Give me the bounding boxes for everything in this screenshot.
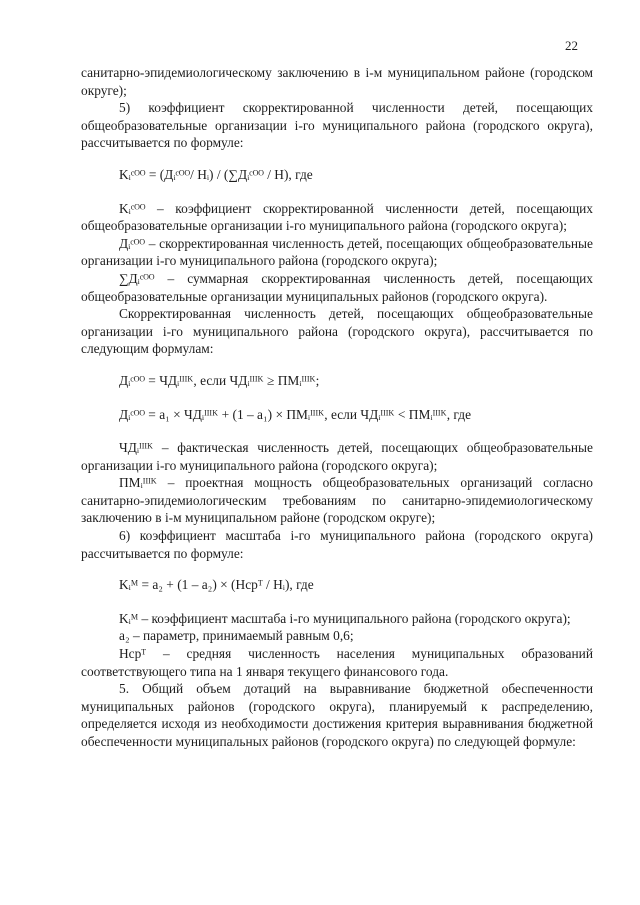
paragraph-continuation: санитарно-эпидемиологическому заключению в i-м муниципальном районе (городском округе); [81,65,593,98]
paragraph-item-6: 6) коэффициент масштаба i-го муниципального района (городского округа) рассчитывается по формуле: [81,528,593,561]
paragraph-item-5: 5) коэффициент скорректированной численности детей, посещающих общеобразовательные организации i-го муниципального района (городского округа), рассчитывается по формуле: [81,100,593,151]
definition-sum-d-coo: ∑Дᵢᶜᴼᴼ – суммарная скорректированная численность детей, посещающих общеобразовательные организации муниципальных районов (городского округа). [81,270,593,304]
document-body [81,64,593,751]
definition-a2: a₂ – параметр, принимаемый равным 0,6; [119,628,354,644]
formula-k-m: Kᵢᴹ = a₂ + (1 – a₂) × (Hсрᵀ / Hᵢ), где [119,577,314,593]
paragraph-item-5-total: 5. Общий объем дотаций на выравнивание бюджетной обеспеченности муниципальных районов (городского округа), планируемый к распределению, определяется исходя из необходимости достижения критерия выравнивания бюджетной обеспеченности муниципальных районов (городского округа) по следующей формуле: [81,681,593,749]
formula-k-coo: Kᵢᶜᴼᴼ = (Дᵢᶜᴼᴼ/ Hᵢ) / (∑Дᵢᶜᴼᴼ / H), где [119,166,313,182]
definition-h-sr: Hсрᵀ – средняя численность населения муниципальных образований соответствующего типа на 1 января текущего финансового года. [81,646,593,679]
definition-k-coo: Kᵢᶜᴼᴼ – коэффициент скорректированной численности детей, посещающих общеобразовательные организации i-го муниципального района (городского округа); [81,200,593,234]
definition-pm: ПМᵢᴵᴵᴵᴷ – проектная мощность общеобразовательных организаций согласно санитарно-эпидемиологическим требованиям по санитарно-эпидемиологическому заключению в i-м муниципальном районе (городском округе); [81,475,593,526]
page-number: 22 [565,38,578,53]
definition-chd: ЧДᵢᴵᴵᴵᴷ – фактическая численность детей, посещающих общеобразовательные организации i-го муниципального района (городского округа); [81,440,593,473]
definition-k-m: Kᵢᴹ – коэффициент масштаба i-го муниципального района (городского округа); [119,610,571,626]
paragraph-corrected-count: Скорректированная численность детей, посещающих общеобразовательные организации i-го муниципального района (городского округа), рассчитывается по следующим формулам: [81,306,593,357]
formula-d-coo-1: Дᵢᶜᴼᴼ = ЧДᵢᴵᴵᴵᴷ, если ЧДᵢᴵᴵᴵᴷ ≥ ПМᵢᴵᴵᴵᴷ; [119,372,320,388]
formula-d-coo-2: Дᵢᶜᴼᴼ = a₁ × ЧДᵢᴵᴵᴵᴷ + (1 – a₁) × ПМᵢᴵᴵᴵᴷ, если ЧДᵢᴵᴵᴵᴷ < ПМᵢᴵᴵᴵᴷ, где [119,406,472,422]
definition-d-coo: Дᵢᶜᴼᴼ – скорректированная численность детей, посещающих общеобразовательные организации i-го муниципального района (городского округа); [81,235,593,269]
